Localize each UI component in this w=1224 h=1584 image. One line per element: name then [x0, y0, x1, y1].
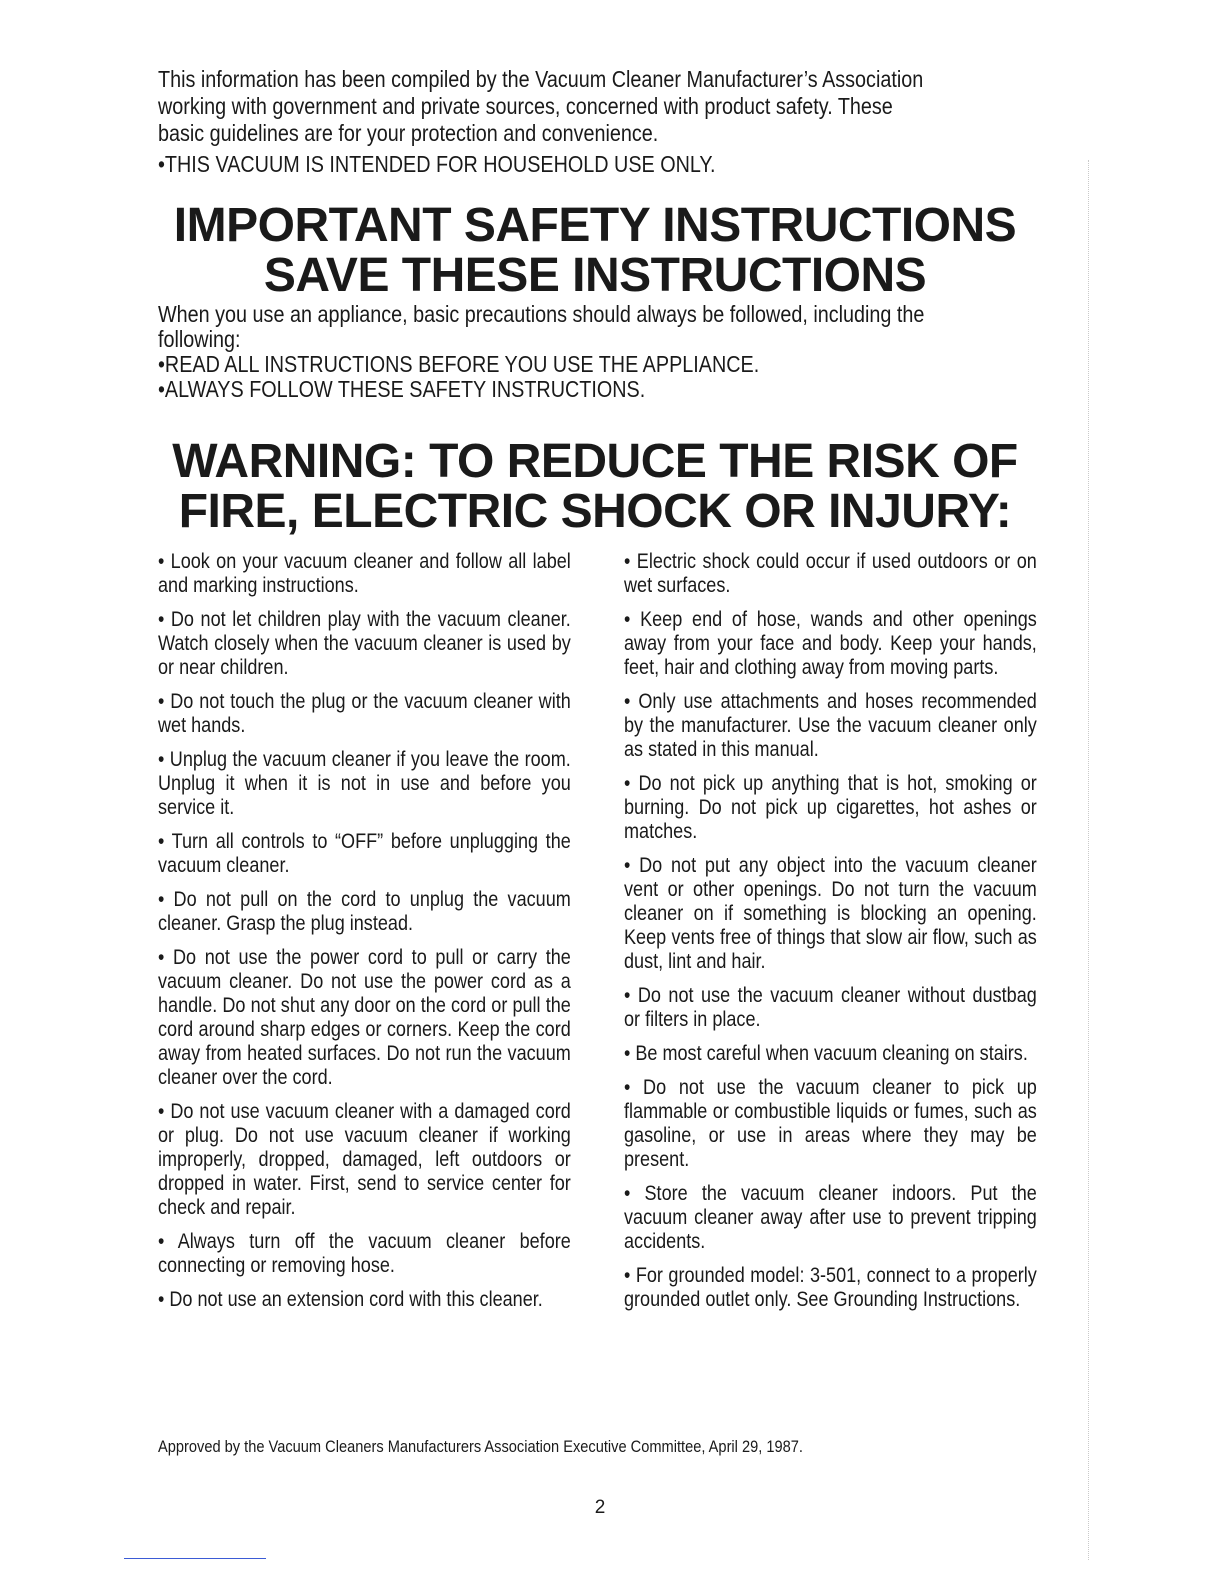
safety-item: • Do not pull on the cord to unplug the vacuum cleaner. Grasp the plug instead.	[158, 888, 571, 935]
intro-line: This information has been compiled by the Vacuum Cleaner Manufacturer’s Association	[158, 66, 924, 92]
warning-heading-line1: WARNING: TO REDUCE THE RISK OF	[172, 435, 1018, 488]
safety-item: • Do not use vacuum cleaner with a damaged cord or plug. Do not use vacuum cleaner if working improperly, dropped, damaged, left outdoors or dropped in water. First, send to service center for check and repair.	[158, 1100, 571, 1219]
precautions-paragraph	[158, 302, 1035, 402]
precautions-line: When you use an appliance, basic precautions should always be followed, including the	[158, 301, 925, 327]
precaution-bullet: •ALWAYS FOLLOW THESE SAFETY INSTRUCTIONS.	[158, 376, 646, 402]
safety-item: • Be most careful when vacuum cleaning on stairs.	[624, 1042, 1028, 1065]
safety-item: • Look on your vacuum cleaner and follow all label and marking instructions.	[158, 550, 571, 597]
safety-item: • Turn all controls to “OFF” before unplugging the vacuum cleaner.	[158, 830, 571, 877]
safety-item: • Always turn off the vacuum cleaner before connecting or removing hose.	[158, 1230, 571, 1277]
safety-item: • Do not use the power cord to pull or carry the vacuum cleaner. Do not use the power cord as a handle. Do not shut any door on the cord or pull the cord around sharp edges or corners. Keep the cord away from heated surfaces. Do not run the vacuum cleaner over the cord.	[158, 946, 571, 1089]
right-safety-column	[624, 550, 1037, 1322]
intro-line: basic guidelines are for your protection and convenience.	[158, 120, 659, 146]
important-safety-heading: IMPORTANT SAFETY INSTRUCTIONS	[173, 199, 1017, 252]
precaution-bullet: •READ ALL INSTRUCTIONS BEFORE YOU USE THE APPLIANCE.	[158, 351, 760, 377]
safety-item: • Do not use the vacuum cleaner to pick up flammable or combustible liquids or fumes, such as gasoline, or use in areas where they may be present.	[624, 1076, 1037, 1171]
left-safety-column	[158, 550, 571, 1322]
safety-item: • Do not let children play with the vacuum cleaner. Watch closely when the vacuum cleaner is used by or near children.	[158, 608, 571, 679]
precautions-line: following:	[158, 326, 241, 352]
page-number: 2	[594, 1497, 606, 1518]
safety-item: • Keep end of hose, wands and other openings away from your face and body. Keep your hands, feet, hair and clothing away from moving parts.	[624, 608, 1037, 679]
household-use-notice: •THIS VACUUM IS INTENDED FOR HOUSEHOLD USE ONLY.	[158, 151, 716, 177]
safety-item: • Electric shock could occur if used outdoors or on wet surfaces.	[624, 550, 1037, 597]
approval-footnote: Approved by the Vacuum Cleaners Manufacturers Association Executive Committee, April 29, 1987.	[158, 1437, 803, 1456]
safety-item: • For grounded model: 3-501, connect to a properly grounded outlet only. See Grounding Instructions.	[624, 1264, 1037, 1311]
safety-item: • Only use attachments and hoses recommended by the manufacturer. Use the vacuum cleaner only as stated in this manual.	[624, 690, 1037, 761]
save-instructions-heading: SAVE THESE INSTRUCTIONS	[263, 249, 927, 302]
intro-paragraph	[158, 66, 1035, 178]
scan-edge-line	[1088, 160, 1090, 1560]
safety-item: • Do not use an extension cord with this cleaner.	[158, 1288, 543, 1311]
intro-line: working with government and private sources, concerned with product safety. These	[158, 93, 893, 119]
safety-item: • Do not put any object into the vacuum cleaner vent or other openings. Do not turn the vacuum cleaner on if something is blocking an opening. Keep vents free of things that slow air flow, such as dust, lint and hair.	[624, 854, 1037, 973]
safety-item: • Do not pick up anything that is hot, smoking or burning. Do not pick up cigarettes, hot ashes or matches.	[624, 772, 1037, 843]
safety-item: • Do not use the vacuum cleaner without dustbag or filters in place.	[624, 984, 1037, 1031]
scan-artifact-line	[124, 1558, 266, 1559]
safety-item: • Store the vacuum cleaner indoors. Put the vacuum cleaner away after use to prevent tripping accidents.	[624, 1182, 1037, 1253]
safety-item: • Unplug the vacuum cleaner if you leave the room. Unplug it when it is not in use and before you service it.	[158, 748, 571, 819]
warning-heading-line2: FIRE, ELECTRIC SHOCK OR INJURY:	[178, 485, 1012, 538]
safety-item: • Do not touch the plug or the vacuum cleaner with wet hands.	[158, 690, 571, 737]
